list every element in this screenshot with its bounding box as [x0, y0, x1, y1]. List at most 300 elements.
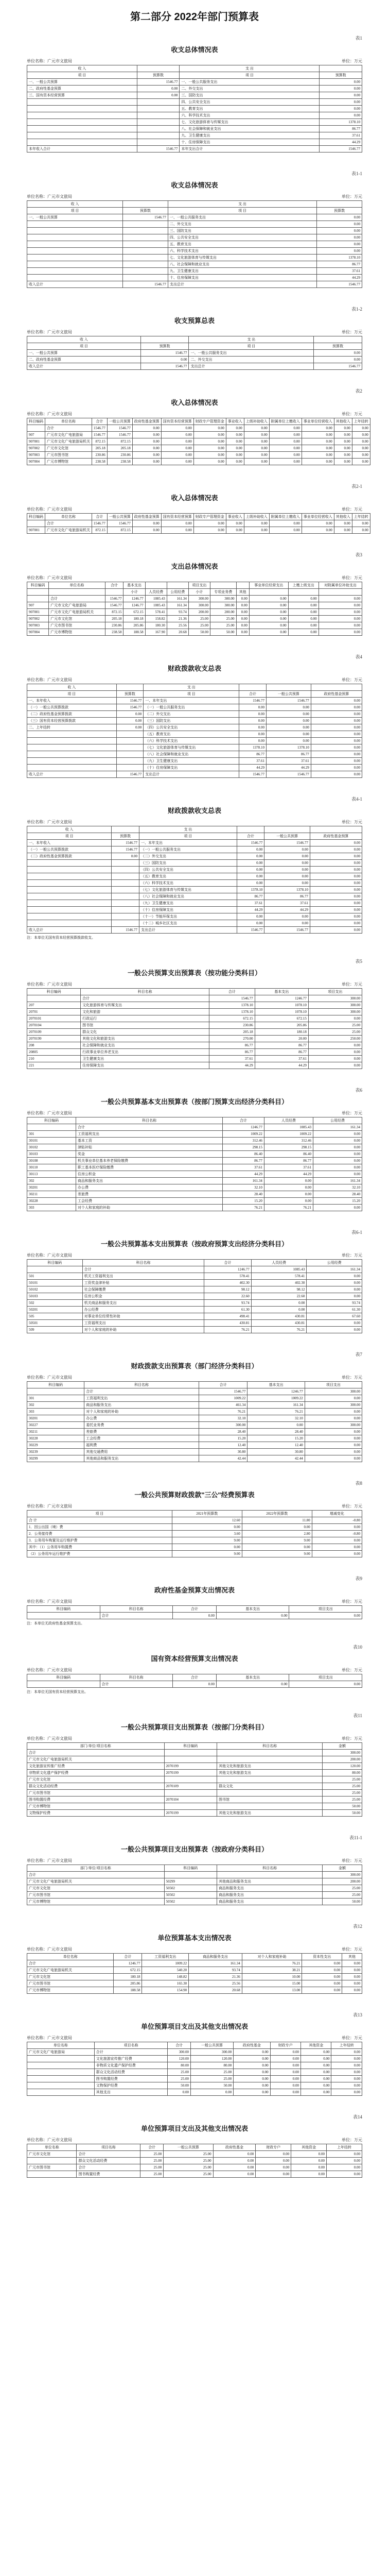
table-title: 财政拨款收支总表: [167, 665, 221, 672]
table-cell: [27, 1388, 84, 1395]
table-cell: 0.00: [191, 2089, 234, 2096]
column-header: [320, 65, 362, 72]
table-cell: 八、社会保障和就业支出: [168, 261, 316, 268]
table-cell: 工资福利支出: [76, 1131, 223, 1138]
table-cell: 67.60: [307, 1313, 362, 1320]
table-cell: [123, 234, 168, 241]
table-number: 表12: [352, 1924, 362, 1929]
section-spacer: [0, 370, 389, 387]
table-cell: 合计: [76, 1124, 223, 1131]
table-cell: 广元市博物馆: [27, 1987, 114, 1994]
table-cell: 25.00: [191, 2069, 234, 2076]
budget-section: [27, 306, 362, 370]
table-cell: 25.56: [167, 622, 188, 629]
table-row: [27, 1131, 362, 1138]
table-cell: （七）文化旅游体育与传媒支出: [139, 887, 237, 893]
table-cell: 0.00: [302, 1960, 342, 1967]
column-header: [266, 684, 311, 691]
table-cell: 221: [27, 1062, 81, 1069]
table-cell: （一）一般公共预算拨款: [27, 704, 117, 711]
table-cell: 0.00: [266, 731, 311, 738]
header-row: [27, 1382, 362, 1388]
table-row: [27, 995, 362, 1002]
table-cell: [27, 758, 117, 765]
table-cell: 25.00: [140, 2164, 164, 2171]
budget-table: [27, 1510, 362, 1557]
table-row: [27, 459, 370, 465]
table-row: [27, 1029, 362, 1036]
column-header: 项 目: [180, 72, 320, 79]
table-cell: 0.00: [327, 2151, 362, 2158]
table-cell: 30211: [27, 1429, 84, 1435]
table-cell: 2070199: [164, 1810, 217, 1817]
table-cell: 300.00: [168, 2049, 191, 2056]
budget-table: [27, 1865, 362, 1905]
table-cell: 200.00: [210, 609, 236, 616]
table-cell: 30.80: [247, 1449, 305, 1455]
table-cell: 0.00: [342, 1974, 362, 1980]
table-cell: 机关事业单位基本养老保险缴费: [76, 1158, 223, 1164]
table-cell: 80.00: [191, 2062, 234, 2069]
table-cell: 图书购置经费: [94, 2076, 168, 2082]
table-cell: 0.00: [137, 92, 180, 99]
currency-unit: 单位：万元: [342, 412, 362, 416]
table-row: [27, 132, 362, 139]
table-cell: 25.00: [188, 616, 210, 622]
table-cell: 1246.77: [255, 995, 308, 1002]
header-row: [27, 336, 362, 343]
table-row: [27, 771, 362, 778]
column-header: 事业单位经营收入: [302, 418, 334, 425]
table-cell: [27, 119, 137, 126]
table-cell: 1378.10: [239, 744, 267, 751]
column-header: 一般公共预算: [264, 833, 310, 840]
table-cell: 对个人和家庭的补助: [84, 1409, 199, 1415]
budget-table: [27, 513, 370, 534]
table-cell: 238.58: [105, 629, 123, 636]
table-cell: 广元市图书馆: [49, 622, 105, 629]
table-title: 国有资本经营预算支出情况表: [151, 1655, 238, 1663]
column-header: 支 出: [139, 826, 237, 833]
table-cell: 0.00: [313, 1131, 362, 1138]
table-cell: 161.34: [167, 602, 188, 609]
table-cell: 50502: [164, 1885, 217, 1892]
table-cell: 300.00: [210, 602, 236, 609]
table-cell: 0.00: [247, 1422, 305, 1429]
table-title: 单位预算项目支出及其他支出情况表: [140, 2125, 248, 2132]
table-cell: 86.77: [255, 1049, 308, 1056]
table-cell: 社会保障和就业支出: [81, 1042, 209, 1049]
table-cell: 三、国防支出: [168, 228, 316, 234]
column-header: 科目编码: [27, 1674, 100, 1681]
table-cell: 30108: [27, 1158, 76, 1164]
table-cell: 86.77: [237, 893, 264, 900]
budget-section: [27, 1087, 362, 1211]
table-cell: 42.44: [199, 1455, 247, 1462]
table-cell: 1378.10: [320, 119, 362, 126]
table-cell: 0.00: [140, 357, 189, 363]
table-cell: 0.00: [116, 724, 144, 731]
table-cell: 50.00: [323, 1803, 362, 1810]
table-cell: 0.00: [137, 86, 180, 92]
table-cell: 0.00: [269, 425, 302, 432]
header-row: [27, 1511, 362, 1517]
table-cell: 0.00: [310, 846, 362, 853]
table-cell: 0.00: [234, 2082, 270, 2089]
currency-unit: 单位：万元: [342, 2138, 362, 2142]
table-cell: 302: [27, 1402, 84, 1409]
table-cell: [112, 913, 139, 920]
table-cell: 0.00: [256, 2171, 291, 2178]
table-cell: 15.20: [247, 1435, 305, 1442]
table-cell: 93.74: [189, 1967, 242, 1974]
table-cell: 0.00: [226, 452, 244, 459]
table-cell: 0.00: [269, 520, 302, 527]
table-cell: 120.00: [191, 2056, 234, 2062]
table-cell: 50299: [164, 1878, 217, 1885]
section-spacer: [0, 2096, 389, 2113]
table-cell: 四、公共安全支出: [168, 234, 316, 241]
table-cell: 图书馆: [81, 1022, 209, 1029]
table-cell: 3.60: [172, 1531, 242, 1537]
column-header: 人员经费: [264, 1117, 313, 1124]
header-row: [27, 826, 362, 833]
column-header: 项 目: [144, 691, 239, 698]
column-header: 预算数: [317, 208, 362, 214]
table-cell: 44.29: [266, 765, 311, 771]
table-cell: 25.00: [323, 1885, 362, 1892]
table-cell: 0.00: [161, 459, 193, 465]
table-cell: 30113: [27, 1171, 76, 1178]
table-cell: 30239: [27, 1449, 84, 1455]
budget-section: [27, 1923, 362, 1994]
column-header: 工资福利支出: [142, 1954, 189, 1960]
currency-unit: 单位：万元: [342, 1375, 362, 1380]
table-cell: 1546.77: [239, 771, 267, 778]
column-header: 财政专户: [270, 2042, 300, 2049]
table-row: [27, 1015, 362, 1022]
table-row: [27, 527, 370, 534]
table-row: [27, 1395, 362, 1402]
table-row: [27, 920, 362, 927]
table-cell: 0.00: [269, 452, 302, 459]
table-cell: 0.00: [301, 2069, 331, 2076]
section-spacer: [0, 778, 389, 795]
table-cell: 0.00: [305, 1395, 362, 1402]
budget-table: [27, 336, 362, 370]
table-cell: 0.00: [308, 1042, 362, 1049]
table-cell: 32.10: [247, 1415, 305, 1422]
column-header: 项 目: [139, 833, 237, 840]
table-cell: （十）住房保障支出: [144, 765, 239, 771]
table-cell: 其他交通费用: [84, 1449, 199, 1455]
table-number: 表4: [355, 654, 362, 659]
table-cell: 872.15: [92, 527, 108, 534]
table-cell: 872.15: [107, 527, 132, 534]
table-cell: 0.00: [311, 718, 362, 724]
budget-table: [27, 1259, 362, 1333]
table-cell: [112, 880, 139, 887]
table-cell: 1546.77: [116, 704, 144, 711]
table-cell: 44.29: [209, 1062, 255, 1069]
column-header: 上级补助收入: [244, 514, 269, 520]
table-cell: 28.40: [223, 1191, 264, 1198]
table-row: [27, 602, 362, 609]
table-cell: 0.00: [237, 873, 264, 880]
column-header: 合计: [173, 1606, 217, 1613]
table-cell: 37.61: [239, 758, 267, 765]
table-cell: 广元市文化广电旅游局: [27, 2049, 95, 2056]
table-cell: 37.61: [320, 132, 362, 139]
column-header: [314, 336, 362, 343]
currency-unit: 单位：万元: [342, 1253, 362, 1258]
table-cell: 44.29: [255, 1062, 308, 1069]
budget-section: [27, 1643, 362, 1694]
table-cell: （三）国防支出: [144, 718, 239, 724]
table-cell: 0.00: [193, 520, 226, 527]
table-number: 表2-1: [351, 484, 362, 489]
table-row: [27, 2151, 362, 2158]
unit-name: 单位名称：广元市文旅局: [27, 1111, 72, 1115]
table-cell: [116, 731, 144, 738]
table-cell: 0.00: [116, 711, 144, 718]
table-cell: 25.00: [191, 2076, 234, 2082]
table-cell: 0.00: [352, 445, 370, 452]
column-header: 基本支出: [216, 1606, 289, 1613]
table-row: [27, 1537, 362, 1544]
table-cell: 0.00: [213, 2171, 256, 2178]
table-title: 收支总体情况表: [171, 181, 218, 189]
column-header: 公用经费: [313, 1117, 362, 1124]
table-cell: 50201: [27, 1307, 83, 1313]
column-header: 合计: [173, 1674, 217, 1681]
table-row: [27, 913, 362, 920]
table-cell: 98.12: [204, 1286, 251, 1293]
table-cell: 907001: [27, 609, 49, 616]
table-cell: 合 计: [27, 1517, 172, 1524]
table-cell: 0.00: [334, 425, 352, 432]
table-cell: [123, 261, 168, 268]
column-header: [27, 589, 49, 596]
table-cell: 298.15: [223, 1144, 264, 1151]
table-number: 表14: [352, 2114, 362, 2120]
table-cell: 广元市博物馆: [49, 629, 105, 636]
table-cell: 0.00: [319, 616, 362, 622]
table-cell: [137, 139, 180, 146]
table-cell: 0.00: [301, 2056, 331, 2062]
table-cell: 188.58: [123, 629, 145, 636]
table-row: [27, 1388, 362, 1395]
table-row: [27, 1899, 362, 1905]
table-cell: 230.86: [92, 452, 108, 459]
currency-unit: 单位：万元: [342, 1947, 362, 1952]
table-cell: 1546.77: [266, 771, 311, 778]
table-row: [27, 1198, 362, 1205]
table-cell: 八、社会保障和就业支出: [180, 126, 320, 132]
table-cell: 0.00: [234, 2049, 270, 2056]
table-cell: [27, 2076, 95, 2082]
table-number: 表1-1: [351, 171, 362, 176]
table-cell: 161.34: [307, 1266, 362, 1273]
table-cell: 0.00: [317, 248, 362, 255]
table-cell: 0.00: [305, 1415, 362, 1422]
column-header: 小计: [123, 589, 145, 596]
column-header: 其他: [236, 589, 249, 596]
table-cell: 1009.22: [223, 1131, 264, 1138]
table-cell: 0.00: [193, 459, 226, 465]
table-cell: 200.00: [323, 1756, 362, 1763]
table-cell: 0.00: [266, 704, 311, 711]
header-row: [27, 684, 362, 691]
table-cell: 1378.10: [317, 255, 362, 261]
table-cell: 0.00: [266, 718, 311, 724]
table-cell: 0.00: [264, 880, 310, 887]
table-cell: [27, 765, 117, 771]
table-cell: [27, 99, 137, 106]
table-cell: 0.00: [168, 2089, 191, 2096]
table-row: [27, 106, 362, 112]
table-cell: 30102: [27, 1144, 76, 1151]
table-cell: 0.00: [308, 1062, 362, 1069]
budget-section: [27, 1229, 362, 1333]
table-cell: 907004: [27, 459, 45, 465]
table-cell: 50103: [27, 1293, 83, 1300]
table-title: 一般公共预算财政拨款"三公"经费预算表: [134, 1491, 255, 1499]
table-cell: 0.00: [319, 602, 362, 609]
table-row: [27, 724, 362, 731]
column-header: 预算数: [123, 208, 168, 214]
table-cell: 50501: [27, 1320, 83, 1327]
table-row: [27, 1790, 362, 1797]
table-cell: 907004: [27, 629, 49, 636]
table-cell: 0.00: [313, 1144, 362, 1151]
table-cell: 0.00: [317, 221, 362, 228]
budget-table: [27, 1742, 362, 1817]
table-cell: 1546.77: [112, 927, 139, 934]
table-cell: 0.00: [264, 1178, 313, 1184]
column-header: 金额: [323, 1865, 362, 1872]
table-cell: 0.00: [226, 425, 244, 432]
table-cell: 1085.43: [145, 596, 167, 602]
table-row: [27, 234, 362, 241]
table-title: 收入总体情况表: [171, 494, 218, 502]
table-meta: [27, 194, 362, 199]
table-cell: 0.00: [317, 228, 362, 234]
table-cell: 1546.77: [105, 602, 123, 609]
table-cell: 303: [27, 1205, 76, 1211]
table-cell: 0.00: [236, 622, 249, 629]
table-cell: 2.80: [242, 1531, 312, 1537]
table-cell: 工资奖金津补贴: [82, 1280, 204, 1286]
table-cell: 0.00: [239, 738, 267, 744]
table-cell: 0.00: [313, 1138, 362, 1144]
table-cell: 广元市文化馆: [27, 1776, 165, 1783]
table-cell: 0.00: [302, 1967, 342, 1974]
table-cell: 907: [27, 602, 49, 609]
table-cell: 1．因公出国（境）费: [27, 1524, 172, 1531]
table-row: [27, 1750, 362, 1756]
table-cell: 0.00: [331, 2076, 362, 2082]
table-cell: 0.00: [132, 438, 161, 445]
column-header: 收 入: [27, 201, 123, 208]
table-cell: 1378.10: [209, 1009, 255, 1015]
table-cell: 0.00: [244, 459, 269, 465]
table-cell: [27, 132, 137, 139]
column-header: 预算数: [140, 343, 189, 350]
table-cell: 0.00: [237, 913, 264, 920]
table-cell: （七）文化旅游体育与传媒支出: [144, 744, 239, 751]
table-cell: 230.86: [105, 622, 123, 629]
table-cell: 0.00: [305, 1435, 362, 1442]
column-header: 科目名称: [100, 1606, 173, 1613]
table-cell: 一、一般公共服务支出: [189, 350, 314, 357]
table-cell: 37.61: [264, 900, 310, 907]
column-header: 部门/单位/项目名称: [27, 1865, 165, 1872]
table-cell: 1546.77: [107, 520, 132, 527]
table-cell: 61.30: [204, 1307, 251, 1313]
table-cell: 0.00: [244, 432, 269, 438]
table-row: [27, 452, 370, 459]
table-cell: 86.77: [317, 261, 362, 268]
table-cell: 0.00: [327, 2164, 362, 2171]
budget-section: [27, 551, 362, 636]
table-cell: 180.18: [255, 1029, 308, 1036]
column-header: 小计: [188, 589, 210, 596]
table-cell: 其他文化和旅游支出: [217, 1763, 323, 1770]
column-header: 单位名称: [49, 582, 105, 589]
table-row: [27, 887, 362, 893]
table-cell: 15.20: [313, 1198, 362, 1205]
subheader-row: [27, 208, 362, 214]
table-row: [27, 1872, 362, 1878]
table-cell: 广元市图书馆: [27, 1892, 165, 1899]
table-cell: 25.00: [210, 622, 236, 629]
table-cell: 76.21: [223, 1205, 264, 1211]
table-cell: 0.00: [291, 2164, 327, 2171]
table-cell: 578.41: [145, 609, 167, 616]
table-cell: 3．公务用车购置及运行维护费: [27, 1537, 172, 1544]
table-cell: 合计: [77, 2151, 140, 2158]
table-cell: 0.00: [244, 452, 269, 459]
table-cell: 93.74: [167, 609, 188, 616]
table-cell: 0.00: [319, 609, 362, 616]
column-header: 科目编码: [164, 1865, 217, 1872]
table-cell: 0.00: [237, 867, 264, 873]
table-cell: [116, 765, 144, 771]
table-cell: 12.40: [199, 1442, 247, 1449]
column-header: 合计: [168, 2042, 191, 2049]
table-cell: 0.00: [173, 1681, 217, 1688]
table-cell: 群众文化活动经费: [77, 2158, 140, 2164]
table-cell: 0.00: [239, 724, 267, 731]
table-cell: 25.00: [164, 2151, 213, 2158]
table-cell: 三、国有资本经营预算: [27, 92, 137, 99]
column-header: 项 目: [168, 208, 316, 214]
table-cell: 文化和旅游: [81, 1009, 209, 1015]
table-cell: 群众文化: [217, 1783, 323, 1790]
table-cell: 158.82: [145, 616, 167, 622]
table-cell: [164, 1790, 217, 1797]
table-cell: 86.77: [239, 751, 267, 758]
currency-unit: 单位：万元: [342, 2036, 362, 2040]
table-cell: 0.00: [307, 1293, 362, 1300]
budget-section: [27, 2113, 362, 2178]
table-row: [27, 1810, 362, 1817]
table-cell: [27, 2069, 95, 2076]
table-cell: 0.00: [305, 1449, 362, 1455]
table-cell: 76.21: [251, 1327, 307, 1333]
table-cell: 0.00: [236, 602, 249, 609]
